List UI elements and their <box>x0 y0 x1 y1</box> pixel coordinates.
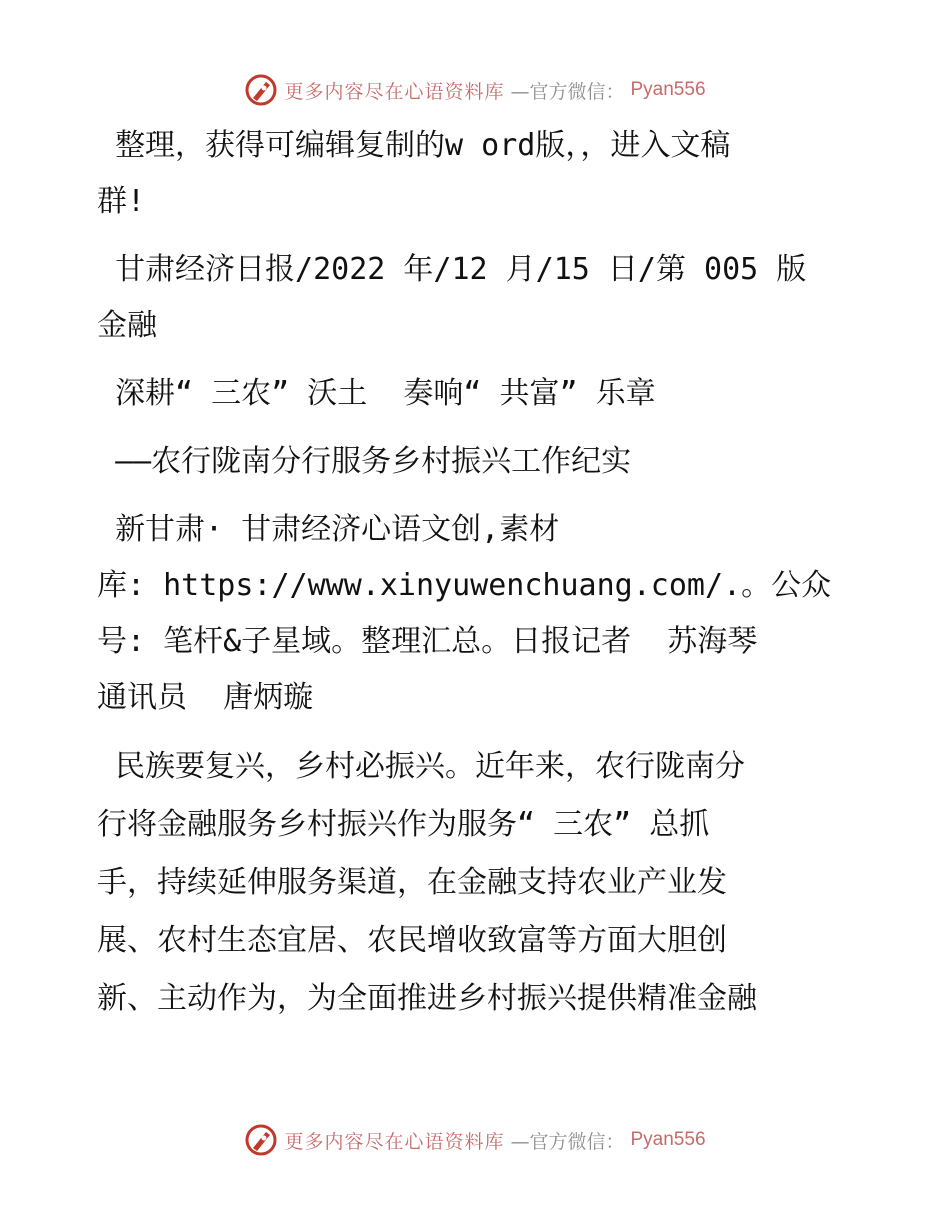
watermark-text: 更多内容尽在心语资料库 <box>284 80 505 103</box>
text-line: 金融 <box>97 308 157 343</box>
watermark-separator: —官方微信： <box>510 1130 625 1153</box>
article-subtitle <box>97 434 857 490</box>
watermark-wechat-id: Pyan556 <box>630 1129 706 1150</box>
body-paragraph <box>97 738 857 1028</box>
text-line: 通讯员 唐炳璇 <box>97 680 314 715</box>
text-line: 库: https://www.xinyuwenchuang.com/.。公众 <box>97 568 832 603</box>
source-paragraph <box>97 242 857 354</box>
text-line: 民族要复兴，乡村必振兴。近年来，农行陇南分 <box>97 749 746 784</box>
text-line: 展、农村生态宜居、农民增收致富等方面大胆创 <box>97 923 727 958</box>
article-title <box>97 366 857 422</box>
intro-paragraph <box>97 118 857 230</box>
text-line: 整理，获得可编辑复制的w ord版，，进入文稿 <box>97 128 731 163</box>
header-watermark <box>0 70 950 110</box>
pen-circle-logo-icon <box>244 73 278 107</box>
text-line: 新甘肃· 甘肃经济心语文创,素材 <box>97 512 560 547</box>
pen-circle-logo-icon <box>244 1123 278 1157</box>
text-line: ——农行陇南分行服务乡村振兴工作纪实 <box>97 444 632 479</box>
watermark-separator: —官方微信： <box>510 80 625 103</box>
watermark-text: 更多内容尽在心语资料库 <box>284 1130 505 1153</box>
text-line: 甘肃经济日报/2022 年/12 月/15 日/第 005 版 <box>97 252 807 287</box>
byline-paragraph <box>97 502 857 726</box>
text-line: 群! <box>97 184 146 219</box>
text-line: 手，持续延伸服务渠道，在金融支持农业产业发 <box>97 865 727 900</box>
document-body <box>97 118 857 1040</box>
text-line: 号: 笔杆&子星域。整理汇总。日报记者 苏海琴 <box>97 624 758 659</box>
text-line: 新、主动作为，为全面推进乡村振兴提供精准金融 <box>97 981 757 1016</box>
text-line: 深耕“ 三农” 沃土 奏响“ 共富” 乐章 <box>97 376 656 411</box>
footer-watermark <box>0 1120 950 1160</box>
text-line: 行将金融服务乡村振兴作为服务“ 三农” 总抓 <box>97 807 710 842</box>
watermark-wechat-id: Pyan556 <box>630 79 706 100</box>
